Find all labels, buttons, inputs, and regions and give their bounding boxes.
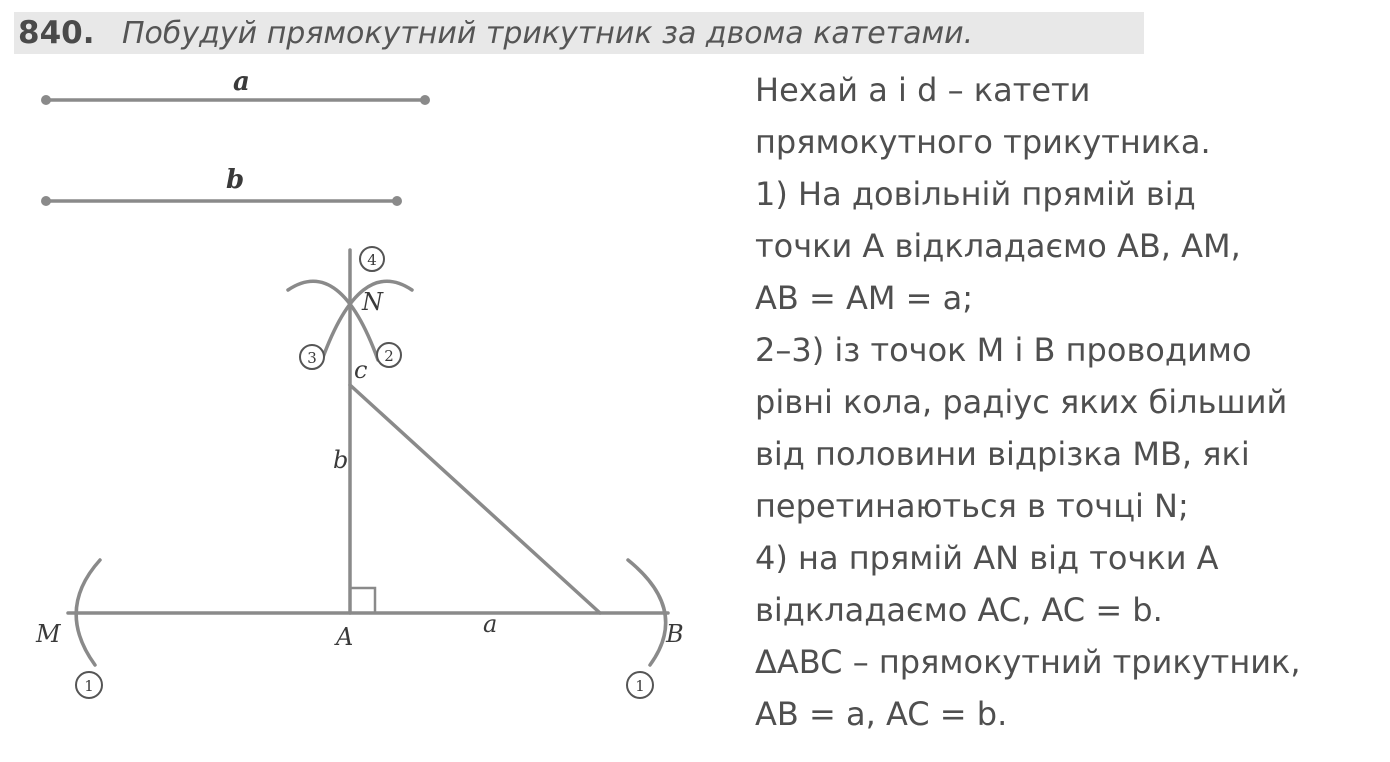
step-4-label: 4 bbox=[367, 251, 377, 269]
solution-line: перетинаються в точці N; bbox=[755, 487, 1189, 525]
step-1-left-label: 1 bbox=[84, 677, 94, 695]
solution-line: AB = a, AC = b. bbox=[755, 695, 1008, 733]
point-c-label: c bbox=[354, 356, 368, 384]
construction-figure bbox=[0, 60, 720, 750]
solution-line: ΔABC – прямокутний трикутник, bbox=[755, 643, 1301, 681]
step-1-right-label: 1 bbox=[635, 677, 645, 695]
solution-line: AB = AM = a; bbox=[755, 279, 974, 317]
segment-a-start-point bbox=[41, 95, 51, 105]
segment-b-label: b bbox=[226, 165, 245, 195]
solution-line: рівні кола, радіус яких більший bbox=[755, 383, 1288, 421]
side-a-label: a bbox=[483, 610, 498, 638]
solution-line: точки A відкладаємо AB, AM, bbox=[755, 227, 1241, 265]
point-n-label: N bbox=[362, 288, 383, 316]
solution-line: Нехай a і d – катети bbox=[755, 71, 1091, 109]
solution-line: 4) на прямій AN від точки A bbox=[755, 539, 1219, 577]
point-b-label: B bbox=[666, 620, 684, 648]
solution-line: від половини відрізка MB, які bbox=[755, 435, 1250, 473]
step-3-label: 3 bbox=[307, 349, 317, 367]
solution-line: прямокутного трикутника. bbox=[755, 123, 1211, 161]
solution-text bbox=[755, 64, 1385, 740]
hypotenuse bbox=[350, 385, 600, 613]
segment-a-end-point bbox=[420, 95, 430, 105]
task-header bbox=[14, 12, 1144, 54]
side-b-label: b bbox=[333, 446, 349, 474]
right-angle-mark bbox=[350, 588, 375, 613]
segment-b-end-point bbox=[392, 196, 402, 206]
segment-a-label: a bbox=[233, 67, 250, 97]
step-2-label: 2 bbox=[384, 347, 394, 365]
solution-line: 2–3) із точок M і B проводимо bbox=[755, 331, 1252, 369]
point-a-label: A bbox=[336, 623, 354, 651]
task-number: 840. bbox=[18, 15, 95, 51]
solution-line: відкладаємо AC, AC = b. bbox=[755, 591, 1163, 629]
task-title: Побудуй прямокутний трикутник за двома катетами. bbox=[122, 16, 974, 51]
point-m-label: M bbox=[36, 620, 61, 648]
solution-line: 1) На довільній прямій від bbox=[755, 175, 1196, 213]
segment-b-start-point bbox=[41, 196, 51, 206]
